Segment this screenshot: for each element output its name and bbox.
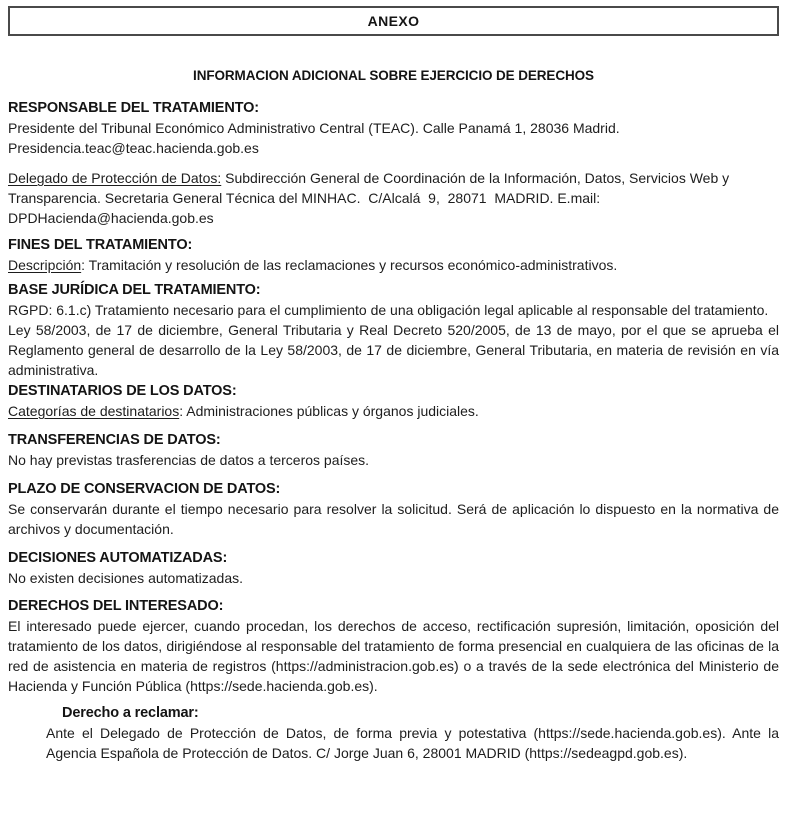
heading-derecho-reclamar: Derecho a reclamar:: [62, 705, 199, 721]
heading-plazo: PLAZO DE CONSERVACION DE DATOS:: [8, 481, 281, 497]
para-destinatarios: [8, 401, 779, 421]
para-derecho-reclamar: Ante el Delegado de Protección de Datos, de forma previa y potestativa (https://sede.hacienda.gob.es). Ante la Agencia Española de Protección de Datos. C/ Jorge Juan 6, 28001 MADRID (https://sedeagpd.gob.es).: [46, 725, 779, 761]
document-title: INFORMACION ADICIONAL SOBRE EJERCICIO DE DERECHOS: [193, 68, 594, 83]
para-derechos: El interesado puede ejercer, cuando procedan, los derechos de acceso, rectificación supresión, limitación, oposición del tratamiento de los datos, dirigiéndose al responsable del tratamiento de forma presencial en cualquiera de las oficinas de la red de asistencia en materia de registros (https://administracion.gob.es) o a través de la sede electrónica del Ministerio de Hacienda y Función Pública (https://sede.hacienda.gob.es).: [8, 618, 779, 694]
anexo-label: ANEXO: [367, 13, 420, 29]
delegado-lead-underlined: Delegado de Protección de Datos:: [8, 170, 222, 186]
anexo-box: [8, 6, 779, 36]
heading-derechos: DERECHOS DEL INTERESADO:: [8, 598, 224, 614]
heading-responsable: RESPONSABLE DEL TRATAMIENTO:: [8, 100, 259, 116]
heading-base-juridica: BASE JURÍDICA DEL TRATAMIENTO:: [8, 282, 261, 298]
para-plazo: Se conservarán durante el tiempo necesario para resolver la solicitud. Será de aplicación lo dispuesto en la normativa de archivos y documentación.: [8, 501, 779, 537]
para-decisiones: No existen decisiones automatizadas.: [8, 570, 244, 586]
para-responsable-line1: Presidente del Tribunal Económico Administrativo Central (TEAC). Calle Panamá 1, 28036 Madrid.: [8, 120, 620, 136]
para-base-ley: Ley 58/2003, de 17 de diciembre, General Tributaria y Real Decreto 520/2005, de 13 de mayo, por el que se aprueba el Reglamento general de desarrollo de la Ley 58/2003, de 17 de diciembre, General Tributaria, en materia de revisión en vía administrativa.: [8, 322, 779, 378]
delegado-rest: Subdirección General de Coordinación de la Información, Datos, Servicios Web y Transparencia. Secretaria General Técnica del MINHAC. C/Alcalá 9, 28071 MADRID. E.mail: DPDHacienda@hacienda.gob.es: [8, 170, 733, 226]
heading-transferencias: TRANSFERENCIAS DE DATOS:: [8, 432, 221, 448]
section-transferencias: [8, 430, 779, 470]
heading-decisiones: DECISIONES AUTOMATIZADAS:: [8, 550, 228, 566]
section-plazo: [8, 479, 779, 539]
para-delegado: [8, 168, 779, 228]
para-fines: [8, 255, 779, 275]
destinatarios-lead-underlined: Categorías de destinatarios: [8, 403, 180, 419]
destinatarios-rest: : Administraciones públicas y órganos judiciales.: [179, 403, 479, 419]
section-destinatarios: [8, 381, 779, 421]
section-fines: [8, 235, 779, 275]
section-decisiones: [8, 548, 779, 588]
heading-fines: FINES DEL TRATAMIENTO:: [8, 237, 193, 253]
para-base-rgpd: RGPD: 6.1.c) Tratamiento necesario para el cumplimiento de una obligación legal aplicable al responsable del tratamiento.: [8, 302, 769, 318]
fines-rest: : Tramitación y resolución de las reclamaciones y recursos económico-administrativos.: [81, 257, 618, 273]
fines-lead-underlined: Descripción: [8, 257, 82, 273]
para-responsable-email: Presidencia.teac@teac.hacienda.gob.es: [8, 140, 259, 156]
section-derecho-reclamar: [8, 703, 779, 763]
para-transferencias: No hay previstas trasferencias de datos a terceros países.: [8, 452, 370, 468]
section-responsable: [8, 98, 779, 158]
section-derechos: [8, 596, 779, 696]
section-base-juridica: [8, 280, 779, 380]
heading-destinatarios: DESTINATARIOS DE LOS DATOS:: [8, 383, 237, 399]
